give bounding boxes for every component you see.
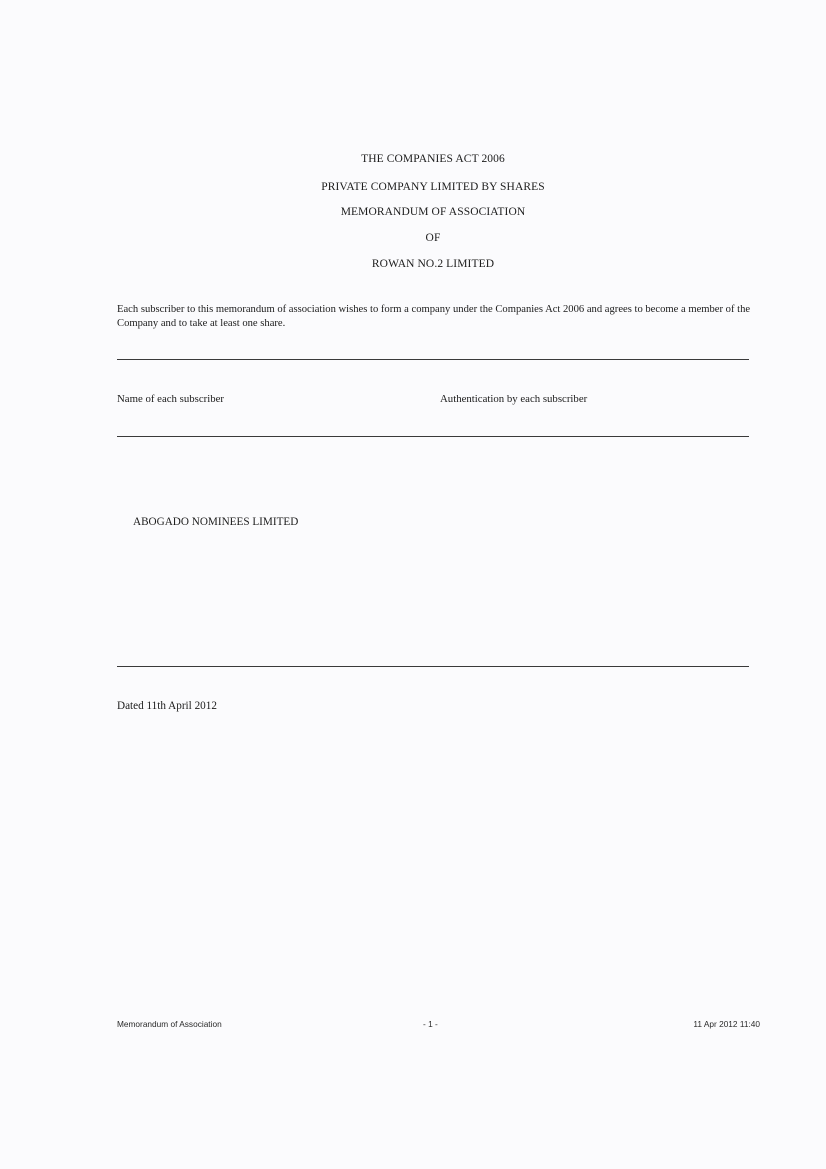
footer-page-number: - 1 - [423, 1019, 438, 1029]
divider-bottom [117, 666, 749, 667]
subscriber-name: ABOGADO NOMINEES LIMITED [133, 516, 299, 528]
authentication-column-header: Authentication by each subscriber [440, 393, 588, 405]
company-type-heading: PRIVATE COMPANY LIMITED BY SHARES [321, 181, 545, 193]
footer-document-name: Memorandum of Association [117, 1019, 222, 1029]
intro-paragraph: Each subscriber to this memorandum of association wishes to form a company under the Companies Act 2006 and agrees to become a member of the Company and to take at least one share. [117, 304, 751, 329]
company-name-heading: ROWAN NO.2 LIMITED [371, 258, 495, 270]
act-heading: THE COMPANIES ACT 2006 [361, 153, 505, 165]
divider-top [117, 359, 749, 360]
name-column-header: Name of each subscriber [117, 393, 225, 405]
footer-timestamp: 11 Apr 2012 11:40 [693, 1019, 760, 1029]
of-heading: OF [425, 232, 441, 244]
dated-line: Dated 11th April 2012 [117, 700, 217, 712]
document-title: MEMORANDUM OF ASSOCIATION [340, 206, 526, 218]
divider-header [117, 436, 749, 437]
